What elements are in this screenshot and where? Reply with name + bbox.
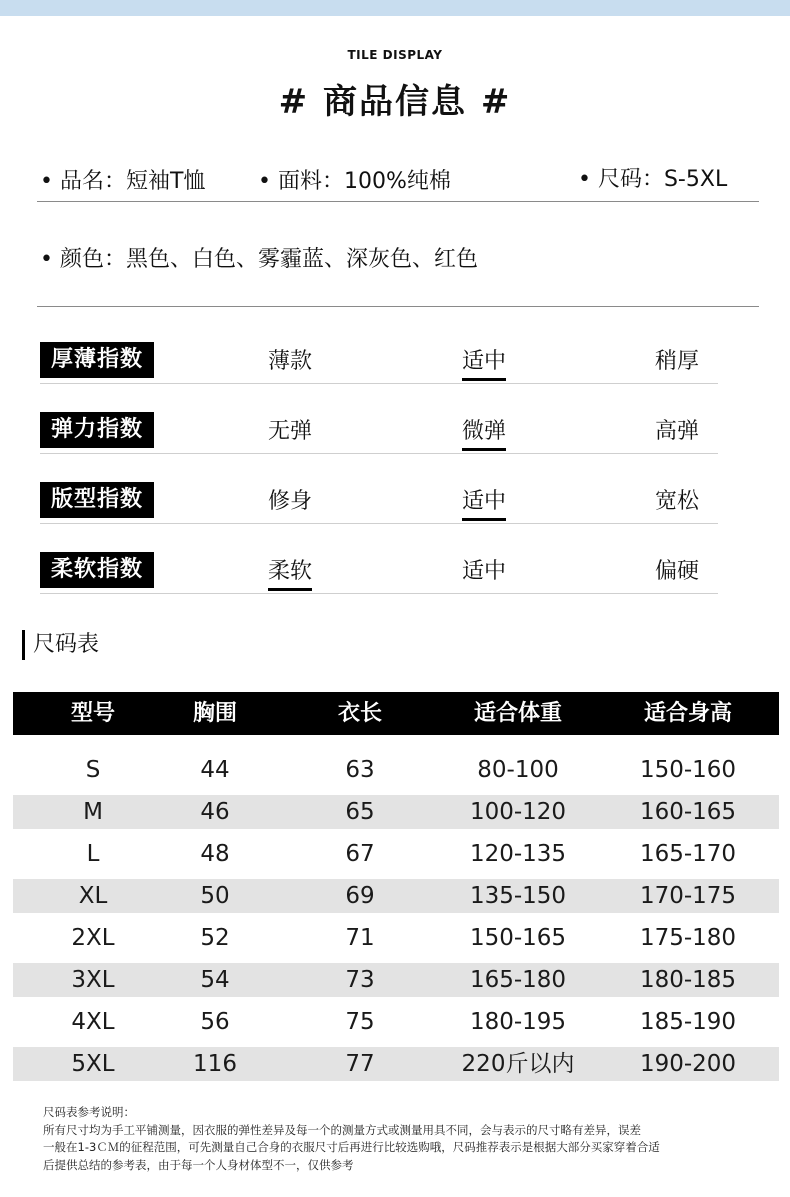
weight-cell: 220斤以内 bbox=[461, 1051, 575, 1077]
index-option bbox=[627, 484, 727, 521]
height-cell: 170-175 bbox=[639, 883, 737, 909]
table-row bbox=[13, 795, 779, 829]
height-cell: 190-200 bbox=[639, 1051, 737, 1077]
weight-cell: 150-165 bbox=[469, 925, 567, 951]
chest-cell: 56 bbox=[200, 1009, 230, 1035]
size-cell: 2XL bbox=[71, 925, 115, 951]
index-option-label: 无弹 bbox=[267, 419, 312, 444]
index-row-divider bbox=[40, 593, 718, 594]
size-cell: 4XL bbox=[71, 1009, 115, 1035]
length-cell: 75 bbox=[345, 1009, 375, 1035]
index-option bbox=[240, 344, 340, 381]
length-cell: 67 bbox=[345, 841, 375, 867]
size-cell: M bbox=[83, 799, 103, 825]
index-option-label: 微弹 bbox=[462, 414, 506, 451]
notes-line: 一般在1-3ＣＭ的征程范围，可先测量自己合身的衣服尺寸后再进行比较选购哦，尺码推荐表示是根据大部分买家穿着合适 bbox=[43, 1140, 660, 1154]
weight-cell: 100-120 bbox=[469, 799, 567, 825]
height-cell: 165-170 bbox=[639, 841, 737, 867]
column-header-weight: 适合体重 bbox=[473, 701, 562, 726]
column-header-length: 衣长 bbox=[337, 701, 382, 726]
index-row bbox=[40, 550, 718, 594]
size-cell: 3XL bbox=[71, 967, 115, 993]
index-option-label: 柔软 bbox=[268, 554, 312, 591]
index-option-selected bbox=[434, 344, 534, 381]
length-cell: 69 bbox=[345, 883, 375, 909]
table-row bbox=[13, 921, 779, 955]
index-option bbox=[627, 344, 727, 381]
index-row bbox=[40, 480, 718, 524]
weight-cell: 165-180 bbox=[469, 967, 567, 993]
notes-line: 后提供总结的参考表，由于每一个人身材体型不一，仅供参考 bbox=[43, 1157, 354, 1172]
chest-cell: 48 bbox=[200, 841, 230, 867]
index-option-label: 稍厚 bbox=[654, 349, 699, 374]
page-title: # 商品信息 # bbox=[278, 82, 512, 122]
index-option bbox=[627, 414, 727, 451]
divider bbox=[37, 201, 759, 202]
index-row-divider bbox=[40, 453, 718, 454]
weight-cell: 120-135 bbox=[469, 841, 567, 867]
product-fabric: • 面料：100%纯棉 bbox=[258, 169, 451, 194]
index-label: 版型指数 bbox=[40, 482, 154, 518]
size-cell: 5XL bbox=[71, 1051, 115, 1077]
column-header-chest: 胸围 bbox=[192, 701, 237, 726]
index-option-selected bbox=[240, 554, 340, 591]
notes-title: 尺码表参考说明： bbox=[43, 1105, 135, 1119]
chest-cell: 50 bbox=[200, 883, 230, 909]
index-option-label: 偏硬 bbox=[654, 559, 699, 584]
table-row bbox=[13, 753, 779, 787]
index-option-label: 适中 bbox=[462, 484, 506, 521]
weight-cell: 80-100 bbox=[477, 757, 559, 783]
index-option-label: 高弹 bbox=[654, 419, 699, 444]
index-option-label: 修身 bbox=[267, 489, 312, 514]
index-row bbox=[40, 340, 718, 384]
height-cell: 175-180 bbox=[639, 925, 737, 951]
index-option bbox=[240, 484, 340, 521]
top-accent-bar bbox=[0, 0, 790, 16]
weight-cell: 180-195 bbox=[469, 1009, 567, 1035]
divider bbox=[37, 306, 759, 307]
table-row bbox=[13, 1005, 779, 1039]
height-cell: 180-185 bbox=[639, 967, 737, 993]
chest-cell: 44 bbox=[200, 757, 230, 783]
index-label: 柔软指数 bbox=[40, 552, 154, 588]
index-row-divider bbox=[40, 523, 718, 524]
index-option bbox=[627, 554, 727, 591]
chest-cell: 52 bbox=[200, 925, 230, 951]
table-row bbox=[13, 879, 779, 913]
section-subtitle: TILE DISPLAY bbox=[347, 48, 443, 62]
product-size-range: • 尺码：S-5XL bbox=[578, 167, 728, 192]
index-row bbox=[40, 410, 718, 454]
size-notes bbox=[43, 1104, 773, 1174]
index-row-divider bbox=[40, 383, 718, 384]
chest-cell: 116 bbox=[193, 1051, 237, 1077]
height-cell: 160-165 bbox=[639, 799, 737, 825]
size-cell: S bbox=[85, 757, 101, 783]
product-colors: • 颜色：黑色、白色、雾霾蓝、深灰色、红色 bbox=[40, 247, 478, 272]
index-option bbox=[434, 554, 534, 591]
height-cell: 185-190 bbox=[639, 1009, 737, 1035]
length-cell: 73 bbox=[345, 967, 375, 993]
length-cell: 65 bbox=[345, 799, 375, 825]
index-option-label: 宽松 bbox=[654, 489, 699, 514]
length-cell: 63 bbox=[345, 757, 375, 783]
size-cell: XL bbox=[78, 883, 108, 909]
notes-line: 所有尺寸均为手工平铺测量，因衣服的弹性差异及每一个的测量方式或测量用具不同，会与表示的尺寸略有差异，误差 bbox=[43, 1122, 641, 1137]
product-name: • 品名：短袖T恤 bbox=[40, 169, 206, 194]
length-cell: 77 bbox=[345, 1051, 375, 1077]
weight-cell: 135-150 bbox=[469, 883, 567, 909]
index-option-label: 薄款 bbox=[267, 349, 312, 374]
table-row bbox=[13, 837, 779, 871]
index-option-label: 适中 bbox=[461, 559, 506, 584]
index-label: 厚薄指数 bbox=[40, 342, 154, 378]
size-table-body bbox=[13, 753, 779, 1089]
index-option-label: 适中 bbox=[462, 344, 506, 381]
column-header-model: 型号 bbox=[70, 701, 115, 726]
chest-cell: 54 bbox=[200, 967, 230, 993]
index-option-selected bbox=[434, 414, 534, 451]
size-chart-heading: 尺码表 bbox=[22, 630, 99, 660]
size-cell: L bbox=[86, 841, 100, 867]
height-cell: 150-160 bbox=[639, 757, 737, 783]
table-row bbox=[13, 1047, 779, 1081]
index-option bbox=[240, 414, 340, 451]
size-table-header bbox=[13, 692, 779, 735]
size-table bbox=[13, 692, 779, 1077]
column-header-height: 适合身高 bbox=[643, 701, 732, 726]
chest-cell: 46 bbox=[200, 799, 230, 825]
index-label: 弹力指数 bbox=[40, 412, 154, 448]
table-row bbox=[13, 963, 779, 997]
index-option-selected bbox=[434, 484, 534, 521]
length-cell: 71 bbox=[345, 925, 375, 951]
